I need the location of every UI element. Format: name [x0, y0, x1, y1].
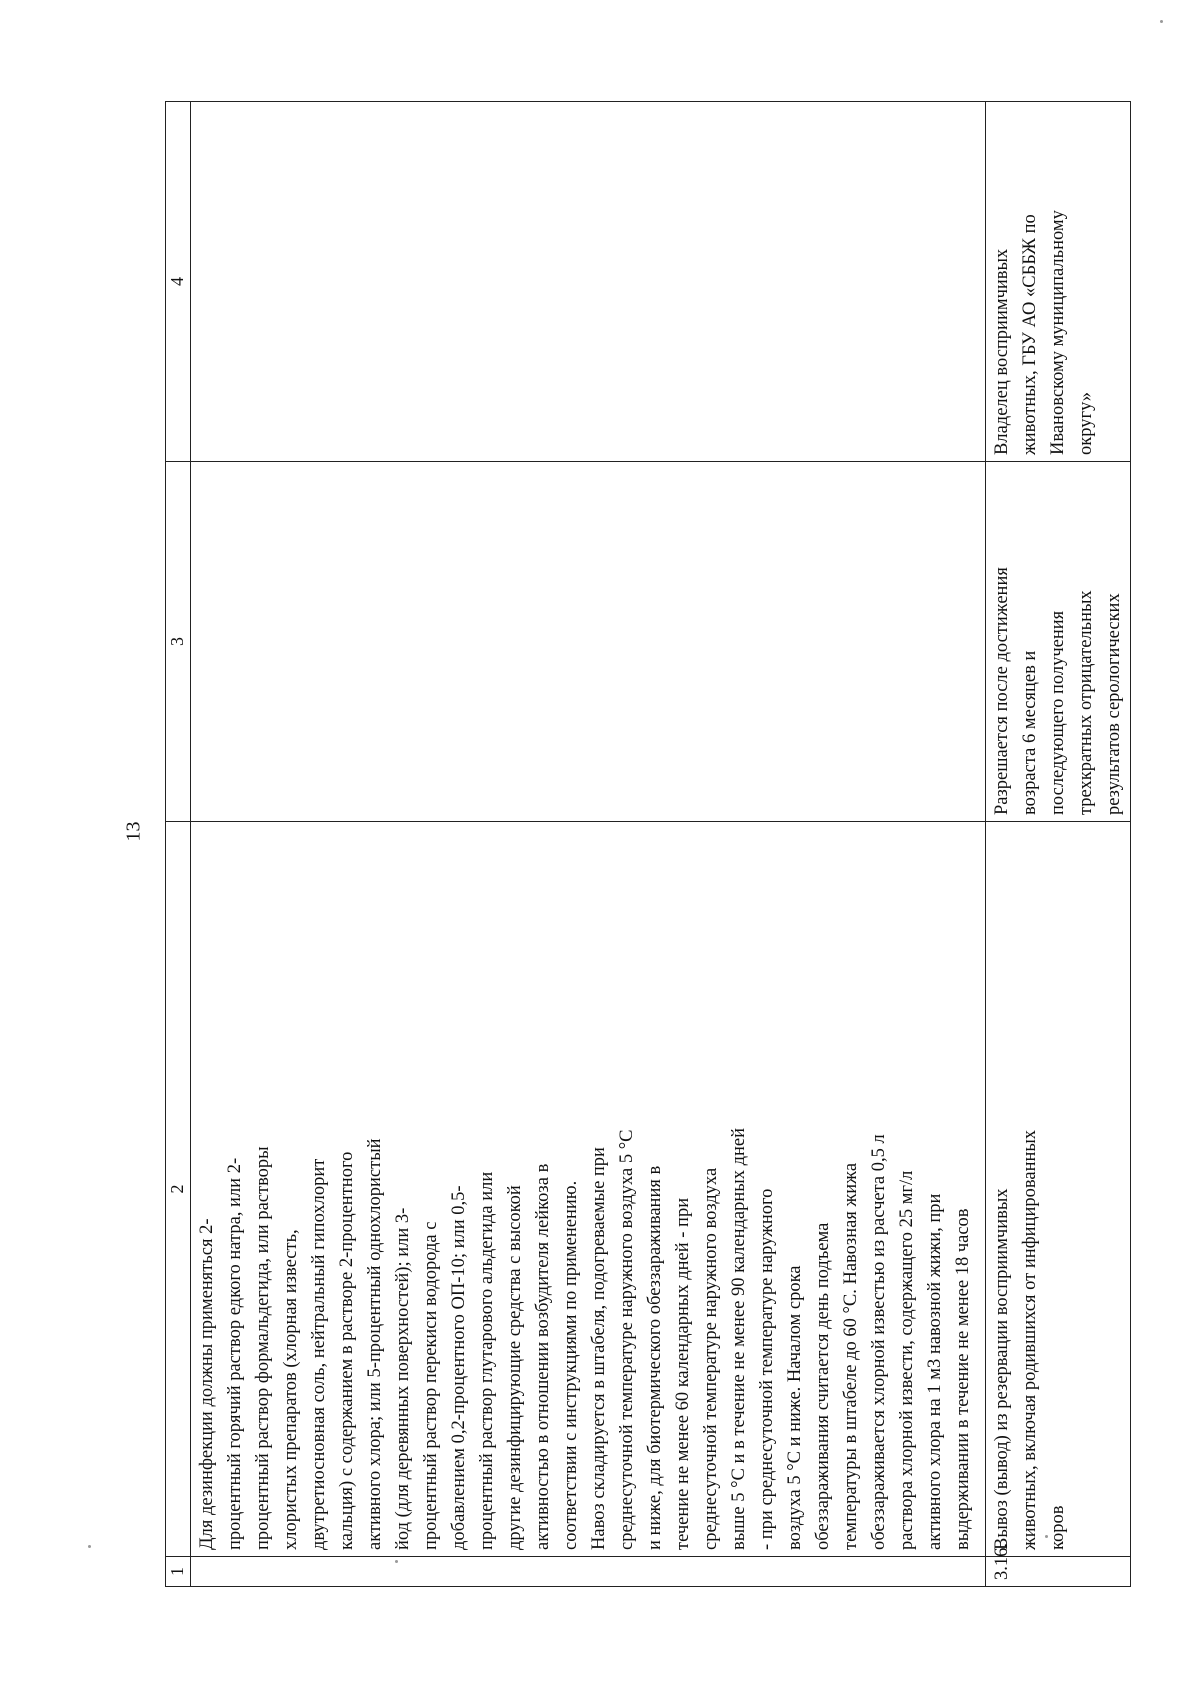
- header-cell-4: 4: [166, 102, 191, 462]
- header-cell-1: 1: [166, 1557, 191, 1587]
- measures-table: [165, 101, 1131, 1587]
- scan-speck: [1045, 1535, 1048, 1538]
- measure-description-cell: Для дезинфекции должны применяться 2- процентный горячий раствор едкого натра, или 2- процентный раствор формальдегида, или растворы хлористых препаратов (хлорная известь, двутретиосновная соль, нейтральный гипохлорит кальция) с содержанием в растворе 2-процентного активного хлора; или 5-процентный однохлористый йод (для деревянных поверхностей); или 3- процентный раствор перекиси водорода с добавлением 0,2-процентного ОП-10; или 0,5- процентный раствор глутарового альдегида или другие дезинфицирующие средства с высокой активностью в отношении возбудителя лейкоза в соответствии с инструкциями по применению. Навоз складируется в штабеля, подогреваемые при среднесуточной температуре наружного воздуха 5 °С и ниже, для биотермического обеззараживания в течение не менее 60 календарных дней - при среднесуточной температуре наружного воздуха выше 5 °С и в течение не менее 90 календарных дней - при среднесуточной температуре наружного воздуха 5 °С и ниже. Началом срока обеззараживания считается день подъема температуры в штабеле до 60 °С. Навозная жижа обеззараживается хлорной известью из расчета 0,5 л раствора хлорной извести, содержащего 25 мг/л активного хлора на 1 м3 навозной жижи, при выдерживании в течение не менее 18 часов: [191, 822, 986, 1557]
- row-number-cell: 3.16.: [986, 1557, 1131, 1587]
- header-cell-3: 3: [166, 462, 191, 822]
- header-row: [166, 102, 191, 1587]
- scan-speck: [88, 1545, 91, 1548]
- timing-cell: [191, 462, 986, 822]
- responsible-cell: Владелец восприимчивых животных, ГБУ АО «СББЖ по Ивановскому муниципальному округу»: [986, 102, 1131, 462]
- measure-description-cell: Вывоз (вывод) из резервации восприимчивых животных, включая родившихся от инфицированных коров: [986, 822, 1131, 1557]
- table-row: [191, 102, 986, 1587]
- timing-cell: Разрешается после достижения возраста 6 месяцев и последующего получения трехкратных отрицательных результатов серологических: [986, 462, 1131, 822]
- header-cell-2: 2: [166, 822, 191, 1557]
- table-row: [986, 102, 1131, 1587]
- rotated-table-container: [165, 102, 1124, 1587]
- scan-speck: [395, 1560, 398, 1563]
- responsible-cell: [191, 102, 986, 462]
- row-number-cell: [191, 1557, 986, 1587]
- page-number: 13: [122, 821, 145, 842]
- scan-speck: [1160, 20, 1163, 23]
